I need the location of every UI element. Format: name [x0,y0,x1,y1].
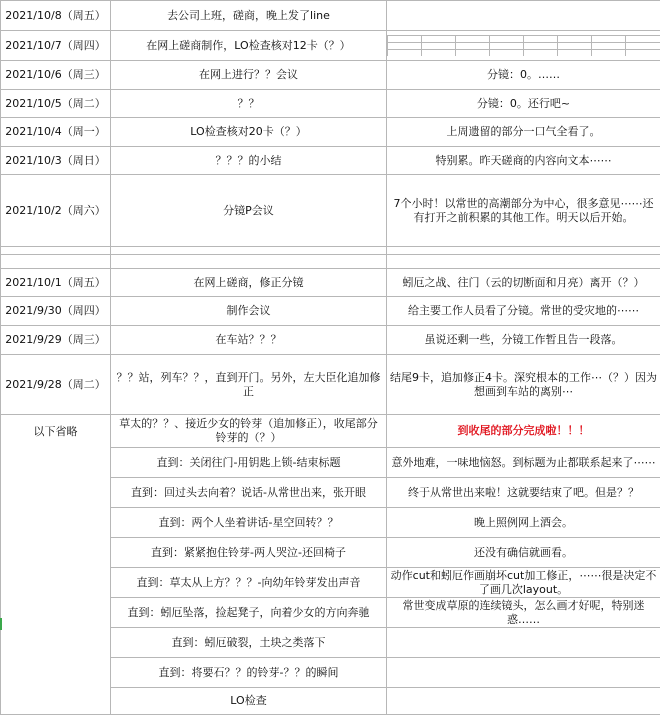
task-cell[interactable]: ？？站，列车？？，直到开门。另外，左大臣化追加修正 [111,355,387,415]
task-cell[interactable]: 直到：回过头去向着？说话-从常世出来，张开眼 [111,478,387,508]
note-cell[interactable] [387,628,660,658]
date-cell[interactable]: 2021/9/29（周三） [1,326,111,355]
table-row [1,147,660,175]
task-cell[interactable]: ？？ [111,90,387,118]
date-cell[interactable]: 2021/10/1（周五） [1,269,111,297]
note-cell[interactable]: 7个小时！以常世的高潮部分为中心，很多意见⋯⋯还有打开之前积累的其他工作。明天以后开始。 [387,175,660,247]
note-cell[interactable]: 分镜：0。…… [387,61,660,90]
task-cell[interactable]: 制作会议 [111,297,387,326]
task-cell[interactable]: 直到：将要石？？的铃芽-？？的瞬间 [111,658,387,688]
task-cell[interactable]: 在网上磋商制作，LO检查核对12卡（？） [111,31,387,61]
date-cell[interactable]: 2021/10/7（周四） [1,31,111,61]
omitted-label-cell[interactable]: 以下省略 [1,415,111,715]
table-row [1,269,660,297]
table-row [1,326,660,355]
table-row [1,1,660,31]
note-subgrid [387,35,660,56]
empty-cell[interactable] [111,247,387,255]
note-cell-highlight[interactable]: 到收尾的部分完成啦！！！ [387,415,660,448]
empty-row [1,255,660,269]
date-cell[interactable]: 2021/10/6（周三） [1,61,111,90]
note-cell[interactable]: 终于从常世出来啦！这就要结束了吧。但是？？ [387,478,660,508]
task-cell[interactable]: 在网上进行？？会议 [111,61,387,90]
task-cell[interactable]: 分镜P会议 [111,175,387,247]
date-cell[interactable]: 2021/10/4（周一） [1,118,111,147]
task-cell[interactable]: LO检查 [111,688,387,715]
date-cell[interactable]: 2021/9/30（周四） [1,297,111,326]
date-cell[interactable]: 2021/10/2（周六） [1,175,111,247]
task-cell[interactable]: 直到：草太从上方？？？-向幼年铃芽发出声音 [111,568,387,598]
task-cell[interactable]: ？？？的小结 [111,147,387,175]
task-cell[interactable]: 去公司上班，磋商，晚上发了line [111,1,387,31]
task-cell[interactable]: 直到：蚓厄破裂，土块之类落下 [111,628,387,658]
note-cell[interactable]: 上周遗留的部分一口气全看了。 [387,118,660,147]
task-cell[interactable]: 直到：两个人坐着讲话-星空回转？？ [111,508,387,538]
task-cell[interactable]: 草太的？？、接近少女的铃芽（追加修正），收尾部分铃芽的（？） [111,415,387,448]
date-cell[interactable]: 2021/10/5（周二） [1,90,111,118]
table-row [1,415,660,448]
note-cell[interactable]: 意外地难，一味地恼怒。到标题为止都联系起来了⋯⋯ [387,448,660,478]
note-cell[interactable]: 结尾9卡，追加修正4卡。深究根本的工作⋯（？）因为想画到车站的离别⋯ [387,355,660,415]
note-cell[interactable]: 动作cut和蚓厄作画崩坏cut加工修正，⋯⋯很是决定不了画几次layout。 [387,568,660,598]
date-cell[interactable]: 2021/10/8（周五） [1,1,111,31]
table-row [1,355,660,415]
empty-cell[interactable] [1,255,111,269]
cell-marker [0,618,2,630]
empty-cell[interactable] [387,255,660,269]
note-cell[interactable] [387,1,660,31]
empty-cell[interactable] [111,255,387,269]
note-cell[interactable]: 常世变成草原的连续镜头，怎么画才好呢，特别迷惑…… [387,598,660,628]
date-cell[interactable]: 2021/10/3（周日） [1,147,111,175]
note-cell-subgrid[interactable] [387,31,660,61]
table-row [1,61,660,90]
table-row [1,297,660,326]
empty-cell[interactable] [1,247,111,255]
table-row [1,118,660,147]
table-row [1,175,660,247]
note-cell[interactable] [387,688,660,715]
note-cell[interactable]: 特别累。昨天磋商的内容向文本⋯⋯ [387,147,660,175]
task-cell[interactable]: LO检查核对20卡（？） [111,118,387,147]
task-cell[interactable]: 在车站？？？ [111,326,387,355]
task-cell[interactable]: 直到：紧紧抱住铃芽-两人哭泣-还回椅子 [111,538,387,568]
task-cell[interactable]: 直到：蚓厄坠落，捡起凳子，向着少女的方向奔驰 [111,598,387,628]
task-cell[interactable]: 直到：关闭往门-用钥匙上锁-结束标题 [111,448,387,478]
note-cell[interactable] [387,658,660,688]
note-cell[interactable]: 虽说还剩一些，分镜工作暂且告一段落。 [387,326,660,355]
note-cell[interactable]: 给主要工作人员看了分镜。常世的受灾地的⋯⋯ [387,297,660,326]
table-row [1,31,660,61]
note-cell[interactable]: 还没有确信就画看。 [387,538,660,568]
empty-cell[interactable] [387,247,660,255]
task-cell[interactable]: 在网上磋商，修正分镜 [111,269,387,297]
empty-row [1,247,660,255]
note-cell[interactable]: 蚓厄之战、往门（云的切断面和月亮）离开（？） [387,269,660,297]
date-cell[interactable]: 2021/9/28（周二） [1,355,111,415]
table-row [1,90,660,118]
note-cell[interactable]: 晚上照例网上酒会。 [387,508,660,538]
note-cell[interactable]: 分镜：0。还行吧~ [387,90,660,118]
